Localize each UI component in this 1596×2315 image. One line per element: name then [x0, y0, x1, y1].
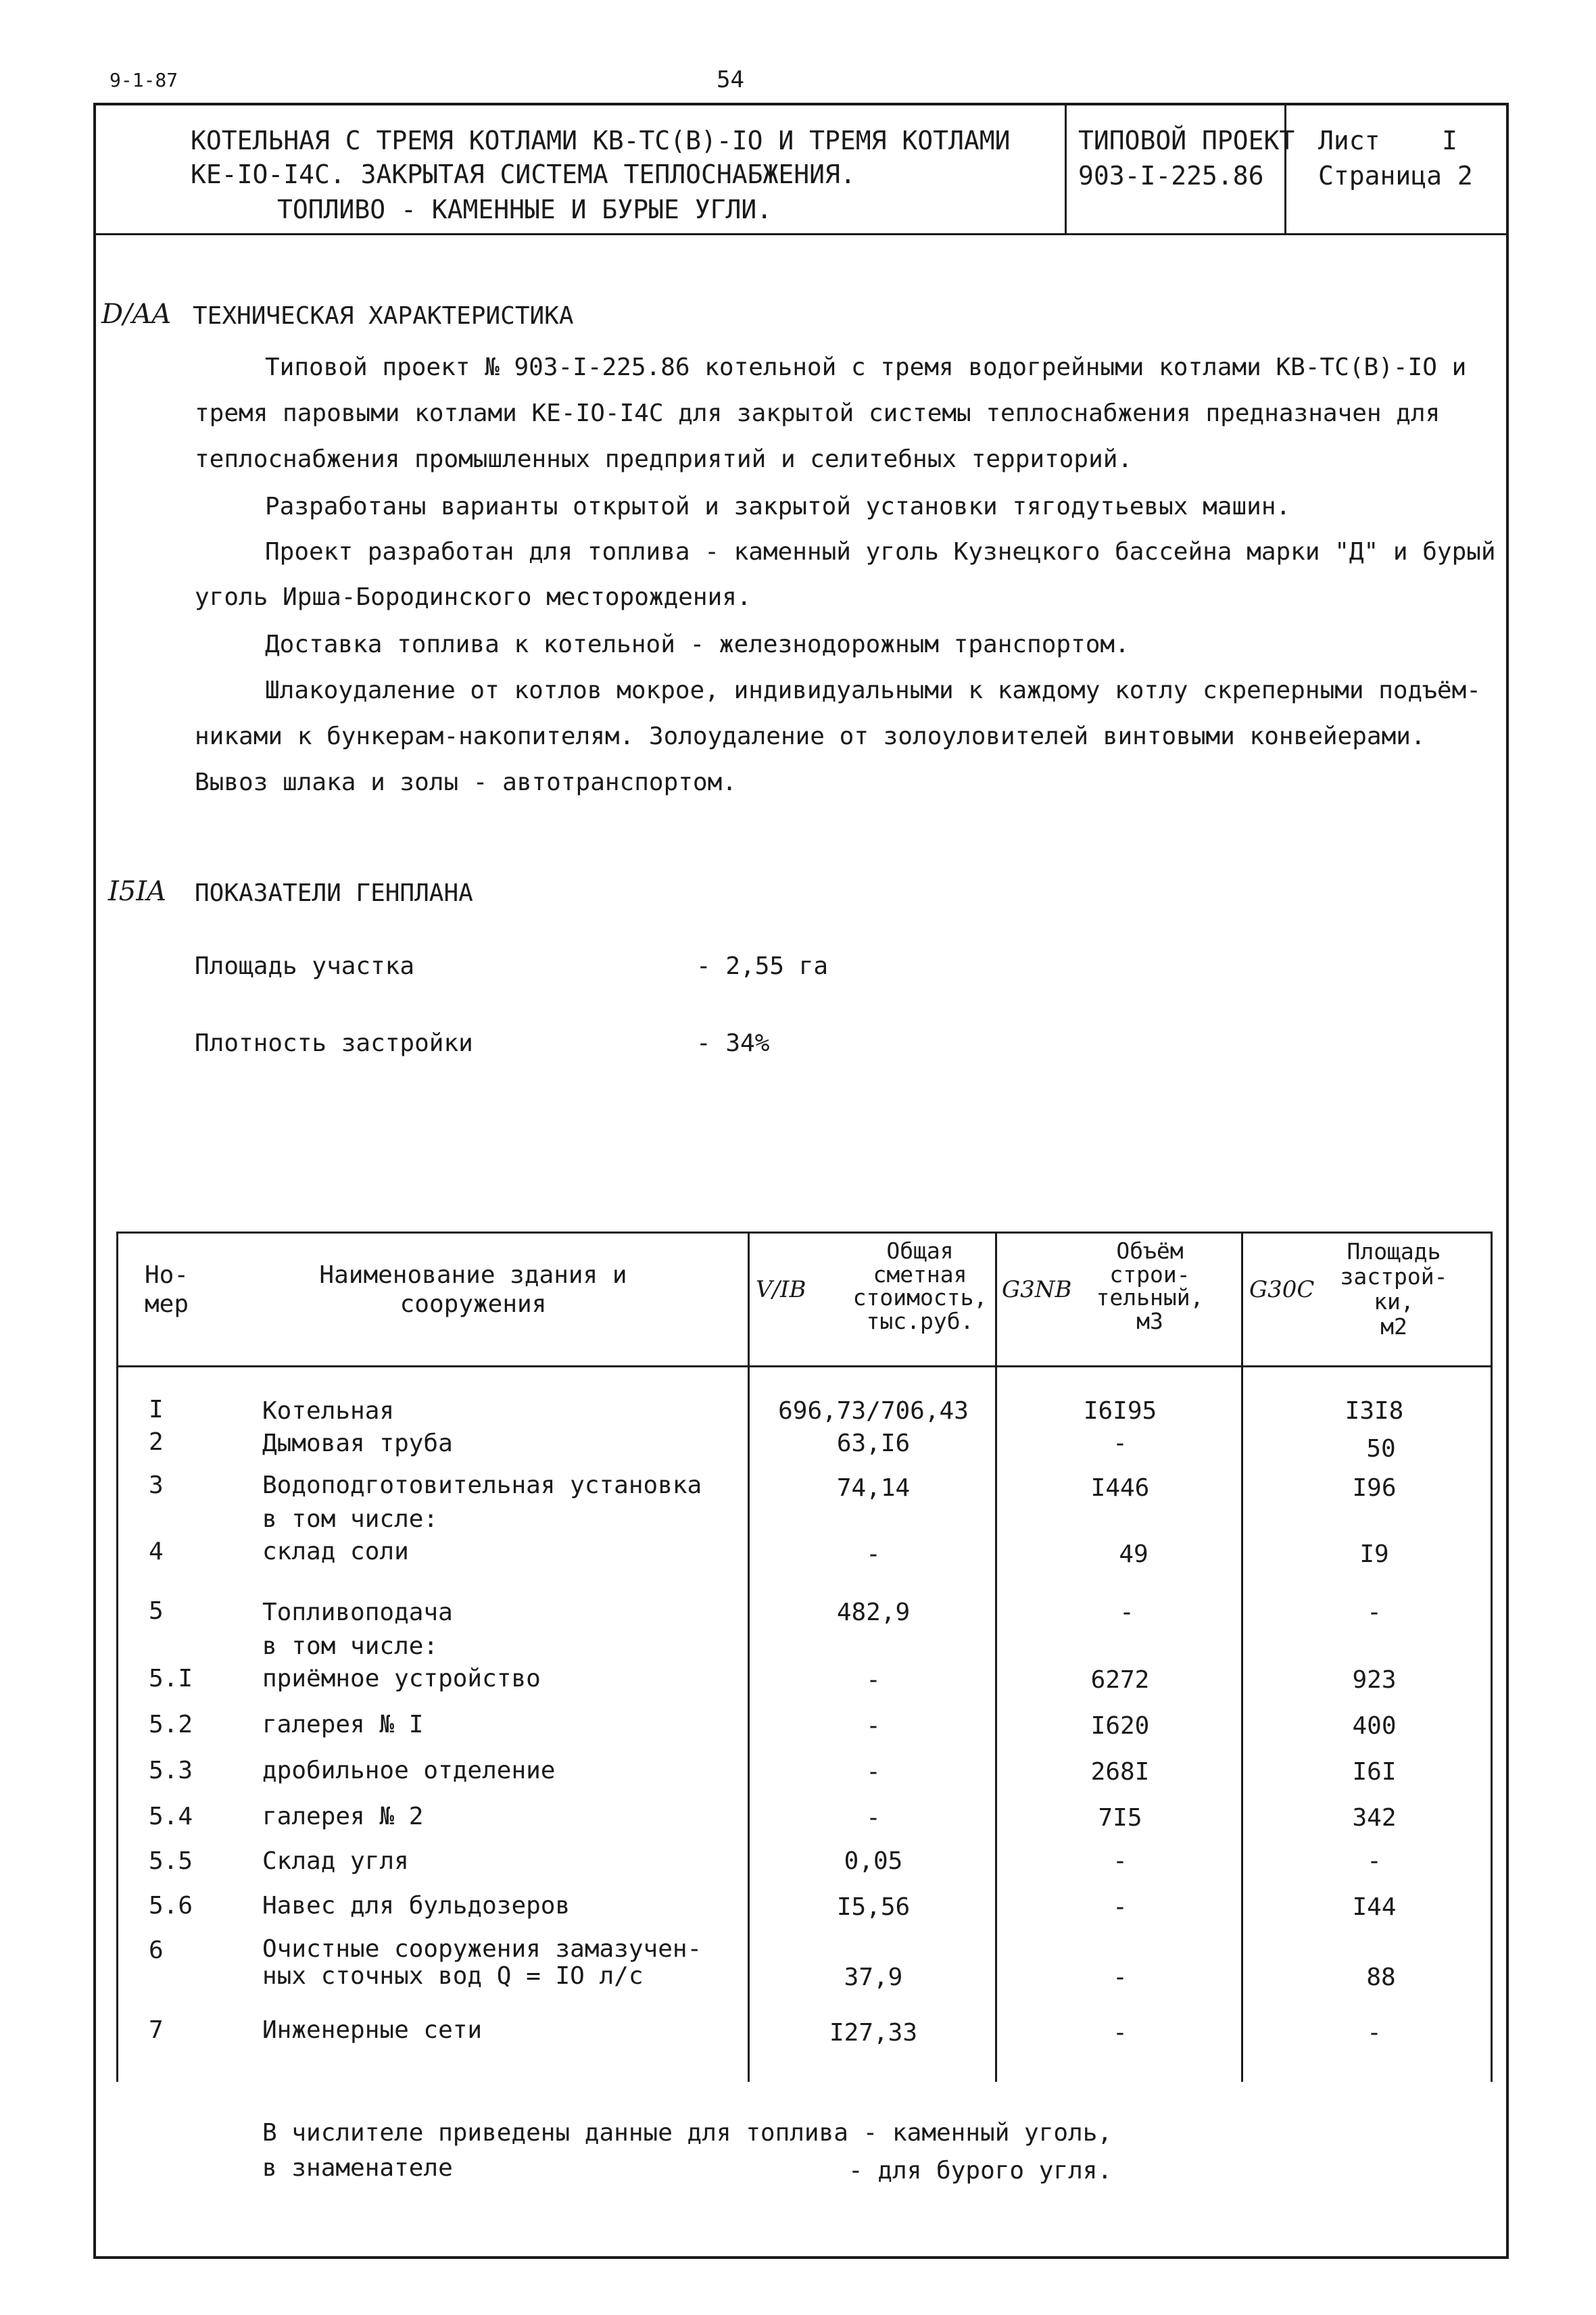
- row-area: -: [1367, 1847, 1382, 1875]
- sheet-label: Лист I: [1318, 126, 1457, 155]
- row-name: приёмное устройство: [262, 1665, 541, 1692]
- table-header-rule: [116, 1365, 1493, 1367]
- frame-left: [93, 103, 96, 2259]
- section1-line-6: уголь Ирша-Бородинского месторождения.: [195, 583, 752, 611]
- project-label: ТИПОВОЙ ПРОЕКТ: [1078, 126, 1295, 155]
- frame-top: [93, 103, 1509, 105]
- section1-line-3: теплоснабжения промышленных предприятий и селитебных территорий.: [195, 445, 1133, 473]
- row-name: в том числе:: [262, 1632, 439, 1660]
- footnote-line-1: В числителе приведены данные для топлива - каменный уголь,: [262, 2119, 1113, 2147]
- row-name: в том числе:: [262, 1505, 439, 1533]
- building-density-label: Плотность застройки: [195, 1029, 473, 1057]
- row-name: Топливоподача: [262, 1599, 453, 1626]
- section1-code: D/AA: [101, 299, 172, 330]
- section1-line-9: никами к бункерам-накопителям. Золоудаление от золоуловителей винтовыми конвейерами.: [195, 723, 1426, 750]
- row-volume: 6272: [1090, 1666, 1150, 1694]
- row-area: I96: [1352, 1474, 1397, 1502]
- table-col-rule-1: [748, 1232, 750, 2082]
- row-volume: -: [1119, 1599, 1134, 1626]
- row-volume: 268I: [1090, 1758, 1150, 1786]
- section1-line-10: Вывоз шлака и золы - автотранспортом.: [195, 769, 737, 796]
- header-cost: Общая сметная стоимость, тыс.руб.: [852, 1238, 988, 1334]
- row-cost: -: [866, 1758, 881, 1786]
- row-number: 5.6: [149, 1892, 193, 1920]
- section1-line-7: Доставка топлива к котельной - железнодорожным транспортом.: [265, 631, 1130, 658]
- title-line-2: КЕ-IO-I4C. ЗАКРЫТАЯ СИСТЕМА ТЕПЛОСНАБЖЕНИЯ.: [191, 160, 856, 189]
- title-block-divider-2: [1284, 103, 1286, 235]
- project-number: 903-I-225.86: [1078, 161, 1264, 191]
- title-block-bottom-rule: [93, 233, 1509, 235]
- row-name: галерея № 2: [262, 1803, 424, 1830]
- table-right-rule: [1491, 1232, 1493, 2082]
- row-name: Очистные сооружения замазучен- ных сточных вод Q = IO л/с: [262, 1935, 702, 1990]
- row-name: Водоподготовительная установка: [262, 1471, 702, 1499]
- row-volume: -: [1113, 2019, 1128, 2047]
- row-name: Навес для бульдозеров: [262, 1892, 571, 1920]
- row-number: 5: [149, 1597, 164, 1625]
- row-area: 88: [1366, 1964, 1396, 1991]
- section1-line-2: тремя паровыми котлами КЕ-IO-I4C для закрытой системы теплоснабжения предназначен для: [195, 399, 1441, 427]
- row-area: I6I: [1352, 1758, 1397, 1786]
- row-volume: -: [1113, 1847, 1128, 1875]
- row-volume: 49: [1119, 1540, 1148, 1568]
- row-number: 5.2: [149, 1711, 193, 1738]
- frame-bottom: [93, 2256, 1509, 2259]
- row-volume: -: [1113, 1893, 1128, 1921]
- row-number: 3: [149, 1471, 164, 1499]
- row-name: дробильное отделение: [262, 1757, 556, 1784]
- row-area: 50: [1366, 1435, 1396, 1463]
- row-name: галерея № I: [262, 1711, 424, 1738]
- row-cost: 63,I6: [836, 1430, 911, 1457]
- row-name: Инженерные сети: [262, 2016, 483, 2044]
- header-number: Но- мер: [145, 1261, 189, 1319]
- section2-code: I5IA: [108, 876, 166, 907]
- row-volume: I6I95: [1083, 1397, 1157, 1425]
- row-area: I44: [1352, 1893, 1397, 1921]
- title-block-divider-1: [1065, 103, 1067, 235]
- row-name: Склад угля: [262, 1847, 409, 1875]
- title-line-3: ТОПЛИВО - КАМЕННЫЕ И БУРЫЕ УГЛИ.: [277, 195, 773, 224]
- row-cost: 74,14: [836, 1474, 911, 1502]
- building-density-value: - 34%: [696, 1029, 770, 1057]
- table-col-rule-2: [995, 1232, 997, 2082]
- section1-line-5: Проект разработан для топлива - каменный уголь Кузнецкого бассейна марки "Д" и бурый: [265, 538, 1496, 566]
- footnote-line-2-right: - для бурого угля.: [848, 2157, 1113, 2185]
- header-cost-code: V/IB: [756, 1276, 806, 1303]
- row-name: Котельная: [262, 1397, 395, 1425]
- row-number: 5.3: [149, 1757, 193, 1784]
- row-volume: -: [1113, 1430, 1128, 1457]
- table-left-rule: [116, 1232, 118, 2082]
- row-cost: I27,33: [829, 2019, 918, 2047]
- row-number: 4: [149, 1538, 164, 1565]
- section1-heading: ТЕХНИЧЕСКАЯ ХАРАКТЕРИСТИКА: [193, 302, 574, 330]
- footnote-line-2-left: в знаменателе: [262, 2154, 453, 2182]
- row-area: -: [1367, 2019, 1382, 2047]
- site-area-label: Площадь участка: [195, 952, 415, 980]
- page-label: Страница 2: [1318, 161, 1473, 191]
- row-cost: 482,9: [836, 1599, 911, 1626]
- row-number: 5.4: [149, 1803, 193, 1830]
- row-cost: -: [866, 1666, 881, 1694]
- row-area: 342: [1352, 1804, 1397, 1832]
- row-number: 2: [149, 1428, 164, 1456]
- title-line-1: КОТЕЛЬНАЯ С ТРЕМЯ КОТЛАМИ КВ-ТС(В)-IO И ТРЕМЯ КОТЛАМИ: [191, 126, 1011, 155]
- row-volume: I620: [1090, 1712, 1150, 1740]
- table-col-rule-3: [1241, 1232, 1243, 2082]
- row-cost: 696,73/706,43: [778, 1397, 969, 1425]
- frame-right: [1506, 103, 1509, 2259]
- site-area-value: - 2,55 га: [696, 952, 829, 980]
- header-volume: Объём строи- тельный, м3: [1096, 1238, 1204, 1334]
- header-area-code: G30C: [1249, 1276, 1315, 1303]
- row-area: I9: [1359, 1540, 1389, 1568]
- section1-line-1: Типовой проект № 903-I-225.86 котельной с тремя водогрейными котлами КВ-ТС(В)-IO и: [265, 354, 1467, 381]
- row-area: 923: [1352, 1666, 1397, 1694]
- row-number: 5.I: [149, 1665, 193, 1692]
- header-area: Площадь застрой- ки, м2: [1340, 1238, 1448, 1340]
- row-number: 5.5: [149, 1847, 193, 1875]
- section2-heading: ПОКАЗАТЕЛИ ГЕНПЛАНА: [195, 879, 473, 907]
- section1-line-8: Шлакоудаление от котлов мокрое, индивидуальными к каждому котлу скреперными подъём-: [265, 677, 1481, 704]
- page-number: 54: [717, 66, 744, 93]
- row-cost: -: [866, 1540, 881, 1568]
- header-name: Наименование здания и сооружения: [319, 1261, 627, 1319]
- row-name: склад соли: [262, 1538, 409, 1565]
- row-cost: -: [866, 1804, 881, 1832]
- row-cost: 0,05: [844, 1847, 903, 1875]
- row-area: -: [1367, 1599, 1382, 1626]
- row-cost: 37,9: [844, 1964, 903, 1991]
- row-cost: I5,56: [836, 1893, 911, 1921]
- header-volume-code: G3NB: [1002, 1276, 1072, 1303]
- row-number: 6: [149, 1936, 164, 1964]
- page-ref: 9-1-87: [110, 69, 178, 91]
- row-volume: 7I5: [1098, 1804, 1142, 1832]
- row-name: Дымовая труба: [262, 1430, 453, 1457]
- row-number: 7: [149, 2016, 164, 2044]
- row-cost: -: [866, 1712, 881, 1740]
- row-area: 400: [1352, 1712, 1397, 1740]
- row-area: I3I8: [1345, 1397, 1404, 1425]
- section1-line-4: Разработаны варианты открытой и закрытой установки тягодутьевых машин.: [265, 493, 1291, 520]
- row-volume: -: [1113, 1964, 1128, 1991]
- row-number: I: [149, 1396, 164, 1423]
- row-volume: I446: [1090, 1474, 1150, 1502]
- table-top-rule: [116, 1232, 1493, 1234]
